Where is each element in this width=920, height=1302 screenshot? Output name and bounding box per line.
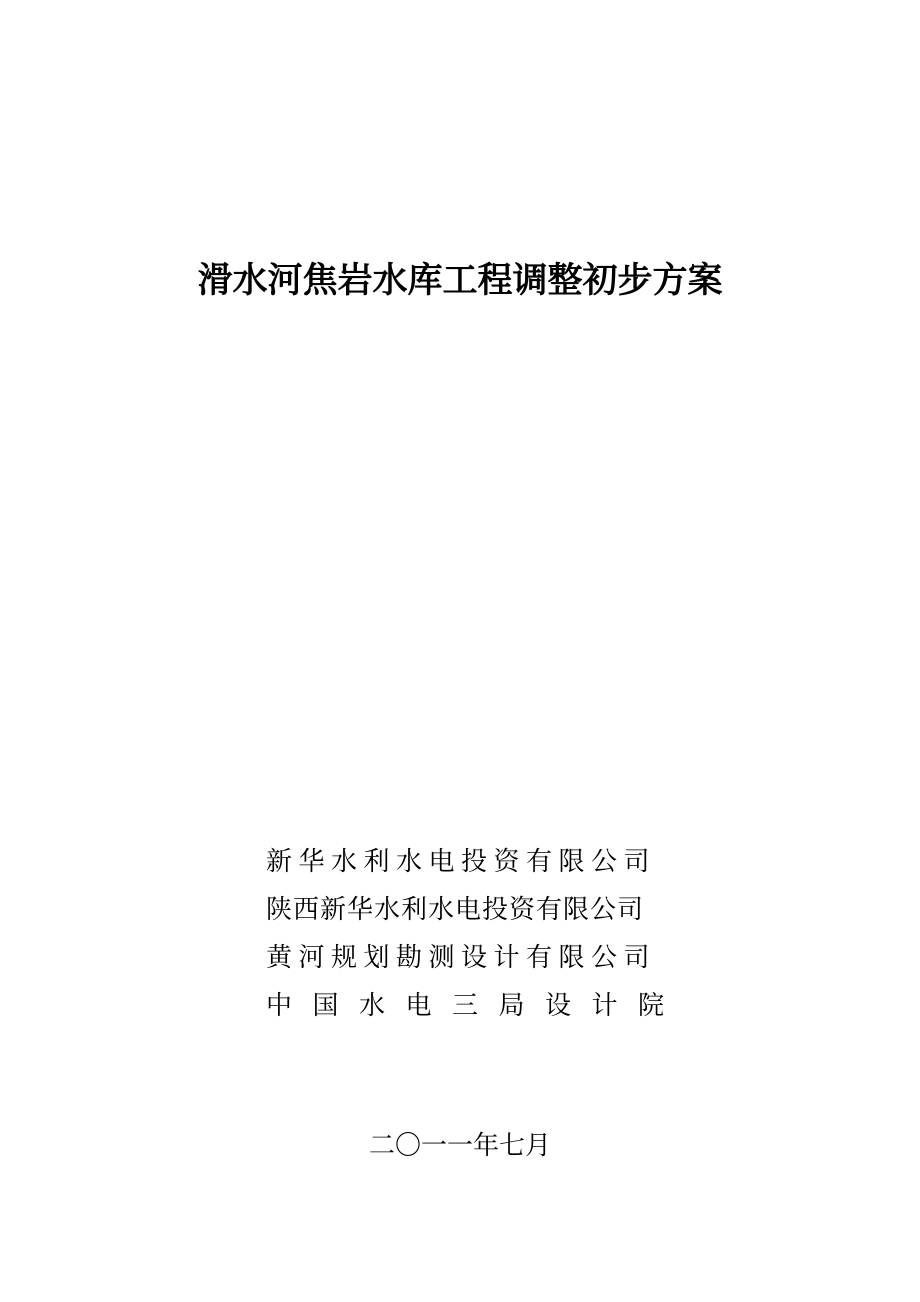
organization-1: 新华水利水电投资有限公司 [266, 847, 657, 877]
organization-list [266, 838, 685, 1030]
document-date: 二〇一一年七月 [368, 1131, 551, 1161]
document-title: 滑水河焦岩水库工程调整初步方案 [197, 261, 723, 301]
organization-4: 中国水电三局设计院 [266, 991, 685, 1021]
organization-2: 陕西新华水利水电投资有限公司 [266, 895, 645, 925]
organization-3: 黄河规划勘测设计有限公司 [266, 943, 657, 973]
